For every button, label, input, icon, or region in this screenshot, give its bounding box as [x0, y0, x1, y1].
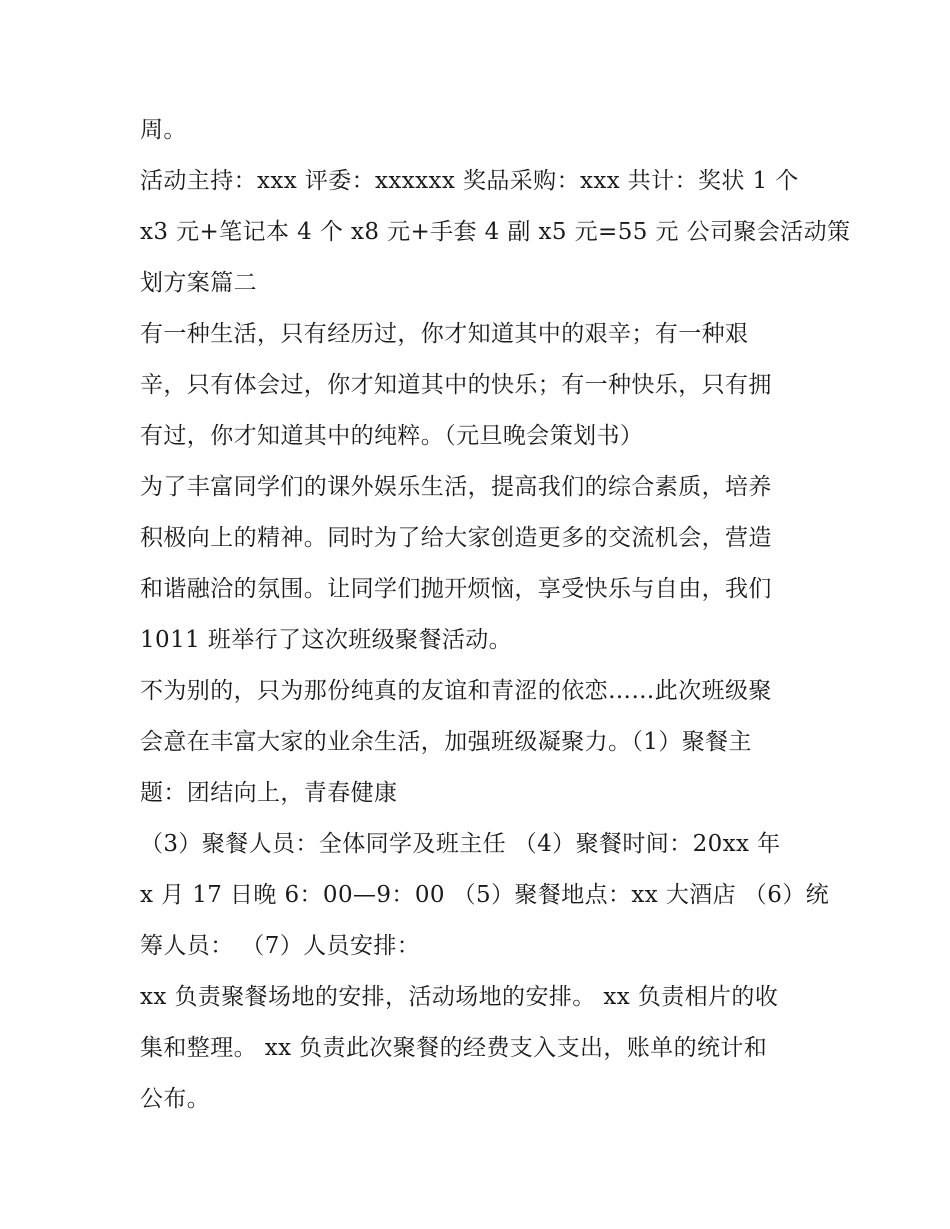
text-line: 会意在丰富大家的业余生活，加强班级凝聚力。（1）聚餐主: [140, 729, 752, 755]
text-line: （3）聚餐人员：全体同学及班主任 （4）聚餐时间：20xx 年: [140, 831, 781, 857]
text-line: 题：团结向上，青春健康: [140, 780, 398, 806]
text-line: 辛，只有体会过，你才知道其中的快乐；有一种快乐，只有拥: [140, 372, 772, 398]
text-line: 有一种生活，只有经历过，你才知道其中的艰辛；有一种艰: [140, 321, 749, 347]
text-line: xx 负责聚餐场地的安排，活动场地的安排。 xx 负责相片的收: [140, 984, 779, 1010]
paragraph-4: [140, 462, 820, 666]
text-line: 和谐融洽的氛围。让同学们抛开烦恼，享受快乐与自由，我们: [140, 576, 772, 602]
text-line: 为了丰富同学们的课外娱乐生活，提高我们的综合素质，培养: [140, 474, 772, 500]
text-line: 周。: [140, 117, 187, 143]
paragraph-7: [140, 972, 820, 1125]
text-line: 公布。: [140, 1086, 211, 1112]
text-line: x 月 17 日晚 6：00—9：00 （5）聚餐地点：xx 大酒店 （6）统: [140, 882, 830, 908]
paragraph-5: [140, 666, 820, 819]
paragraph-6: [140, 819, 830, 972]
text-line: x3 元+笔记本 4 个 x8 元+手套 4 副 x5 元=55 元 公司聚会活动策: [140, 219, 851, 245]
paragraph-1: [140, 105, 820, 156]
text-line: 有过，你才知道其中的纯粹。（元旦晚会策划书）: [140, 423, 644, 449]
text-line: 不为别的，只为那份纯真的友谊和青涩的依恋……此次班级聚: [140, 678, 772, 704]
paragraph-3: [140, 309, 820, 462]
text-line: 集和整理。 xx 负责此次聚餐的经费支入支出，账单的统计和: [140, 1035, 768, 1061]
text-line: 活动主持：xxx 评委：xxxxxx 奖品采购：xxx 共计：奖状 1 个: [140, 168, 799, 194]
text-line: 积极向上的精神。同时为了给大家创造更多的交流机会，营造: [140, 525, 772, 551]
text-line: 1011 班举行了这次班级聚餐活动。: [140, 627, 513, 653]
document-body: [140, 105, 851, 1125]
paragraph-2: [140, 156, 851, 309]
text-line: 筹人员： （7）人员安排：: [140, 933, 421, 959]
text-line: 划方案篇二: [140, 270, 257, 296]
